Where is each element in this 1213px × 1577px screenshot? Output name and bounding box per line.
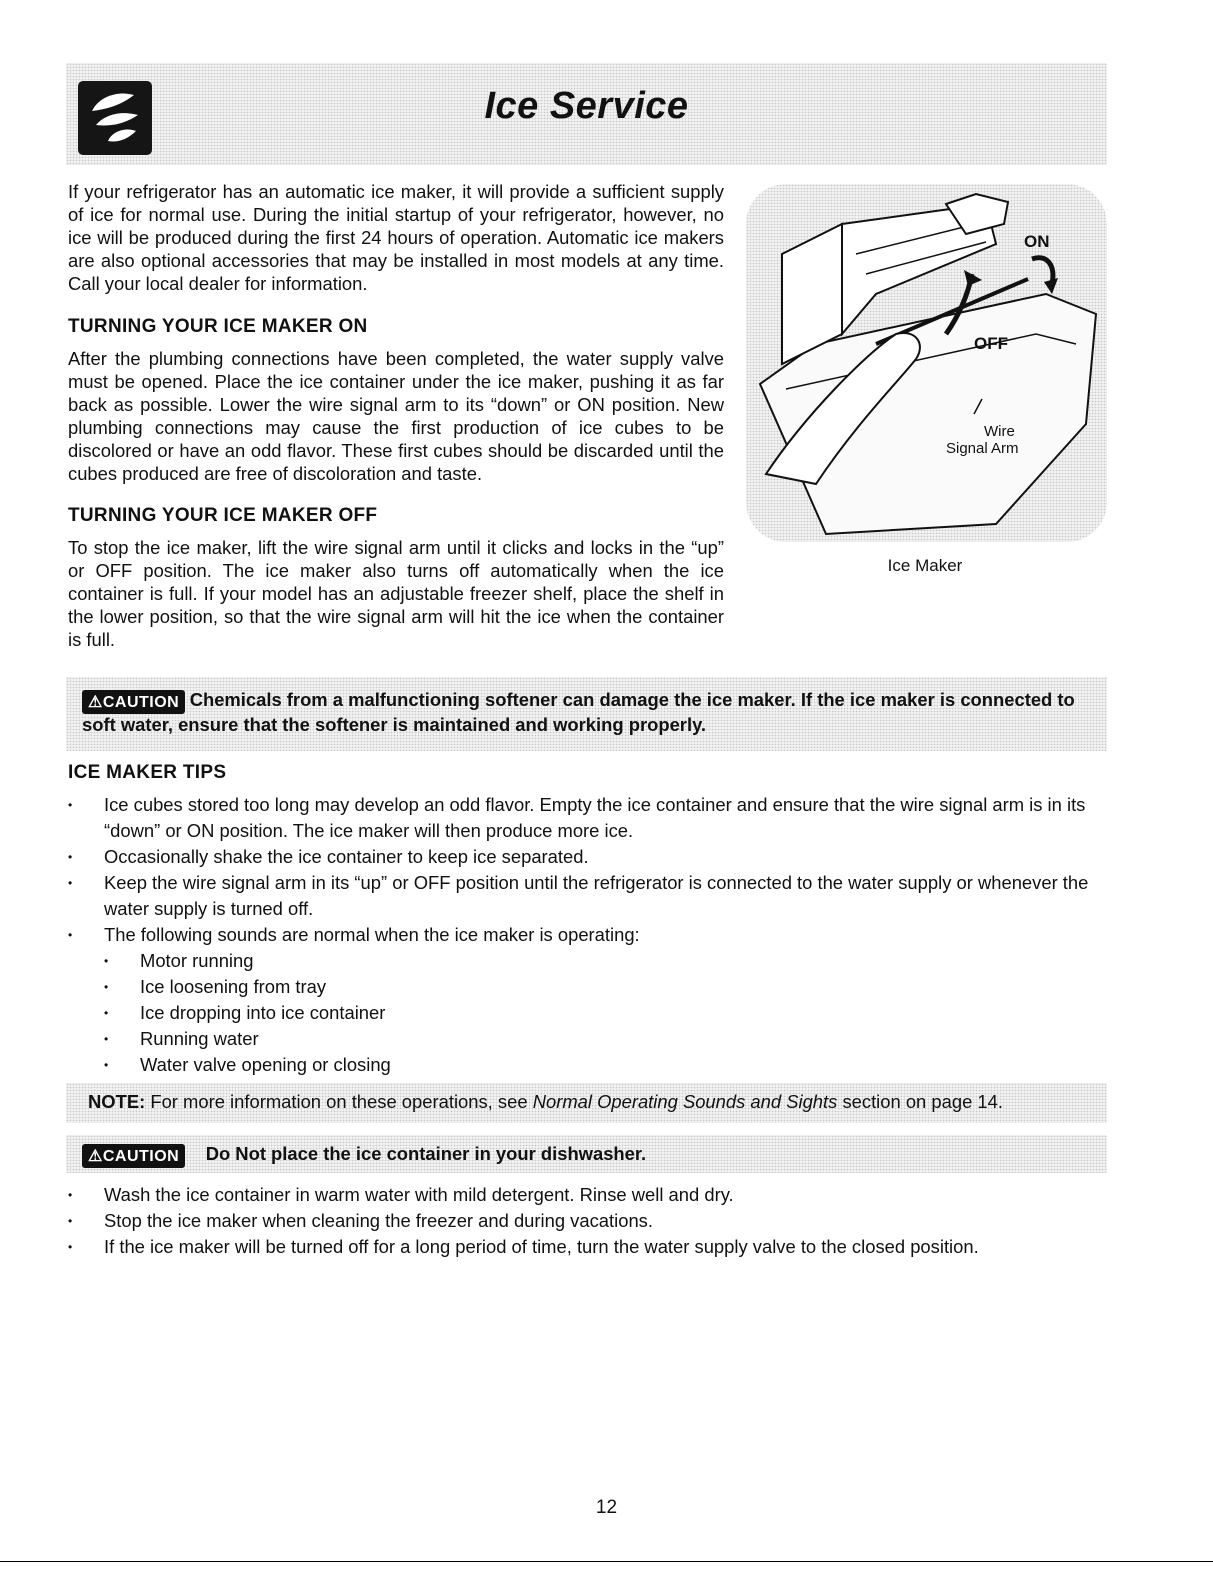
list-item: • Running water — [104, 1026, 1113, 1052]
turning-on-heading: TURNING YOUR ICE MAKER ON — [68, 316, 368, 337]
caution-badge: ⚠CAUTION — [82, 690, 185, 714]
page-number: 12 — [595, 1497, 618, 1518]
sounds-intro: • The following sounds are normal when the ice maker is operating: — [104, 924, 640, 945]
ice-maker-illustration — [746, 184, 1107, 542]
label-on: ON — [1024, 232, 1050, 251]
note-text-after: section on page 14. — [842, 1091, 1003, 1112]
note-text-before: For more information on these operations, see — [150, 1091, 528, 1112]
bottom-rule — [0, 1561, 1213, 1562]
list-item: • Occasionally shake the ice container to keep ice separated. — [68, 844, 1113, 870]
caution-badge: ⚠CAUTION — [82, 1144, 185, 1168]
cleaning-list — [68, 1182, 1113, 1260]
note-box — [66, 1083, 1107, 1123]
label-off: OFF — [974, 334, 1008, 353]
label-signal-arm: Signal Arm — [946, 440, 1019, 457]
turning-on-paragraph: After the plumbing connections have been completed, the water supply valve must be opened. Place the ice container under the ice maker, pushing it as far back as possible. Lower the wire signal arm to its “down” or ON position. New plumbing connections may cause the first production of ice cubes to be discolored or have an odd flavor. These first cubes should be discarded until the cubes produced are free of discoloration and taste. — [68, 348, 724, 484]
note-label: NOTE: — [88, 1091, 146, 1112]
caution-dishwasher — [66, 1135, 1107, 1173]
tips-heading: ICE MAKER TIPS — [68, 762, 227, 783]
list-item: • Ice loosening from tray — [104, 974, 1113, 1000]
list-item: • Motor running — [104, 948, 1113, 974]
list-item: • Ice cubes stored too long may develop an odd flavor. Empty the ice container and ensure that the wire signal arm is in its “down” or ON position. The ice maker will then produce more ice. — [68, 792, 1113, 844]
tips-list — [68, 792, 1113, 1078]
list-item: • Water valve opening or closing — [104, 1052, 1113, 1078]
turning-off-paragraph: To stop the ice maker, lift the wire signal arm until it clicks and locks in the “up” or OFF position. The ice maker also turns off automatically when the ice container is full. If your model has an adjustable freezer shelf, place the shelf in the lower position, so that the wire signal arm will hit the ice when the container is full. — [68, 537, 724, 650]
intro-paragraph: If your refrigerator has an automatic ice maker, it will provide a sufficient supply of ice for normal use. During the initial startup of your refrigerator, however, no ice will be produced during the first 24 hours of operation. Automatic ice makers are also optional accessories that may be installed in most models at any time. Call your local dealer for information. — [68, 181, 724, 294]
label-wire: Wire — [984, 423, 1015, 440]
list-item: • If the ice maker will be turned off for a long period of time, turn the water supply valve to the closed position. — [68, 1234, 1113, 1260]
section-header — [66, 63, 1107, 165]
list-item — [68, 922, 1113, 1078]
list-item: • Ice dropping into ice container — [104, 1000, 1113, 1026]
list-item: • Keep the wire signal arm in its “up” or OFF position until the refrigerator is connected to the water supply or whenever the water supply is turned off. — [68, 870, 1113, 922]
caution-softener — [66, 677, 1107, 751]
caution-softener-text: Chemicals from a malfunctioning softener can damage the ice maker. If the ice maker is connected to soft water, ensure that the softener is maintained and working properly. — [82, 689, 1075, 735]
figure-caption: Ice Maker — [887, 556, 963, 575]
sounds-list — [104, 948, 1113, 1078]
turning-off-heading: TURNING YOUR ICE MAKER OFF — [68, 505, 378, 526]
warning-triangle-icon: ⚠ — [88, 693, 103, 711]
page-title: Ice Service — [484, 85, 689, 127]
note-reference: Normal Operating Sounds and Sights — [532, 1091, 838, 1112]
list-item: • Wash the ice container in warm water with mild detergent. Rinse well and dry. — [68, 1182, 1113, 1208]
list-item: • Stop the ice maker when cleaning the freezer and during vacations. — [68, 1208, 1113, 1234]
warning-triangle-icon: ⚠ — [88, 1147, 103, 1165]
caution-dishwasher-text: Do Not place the ice container in your dishwasher. — [205, 1143, 647, 1164]
